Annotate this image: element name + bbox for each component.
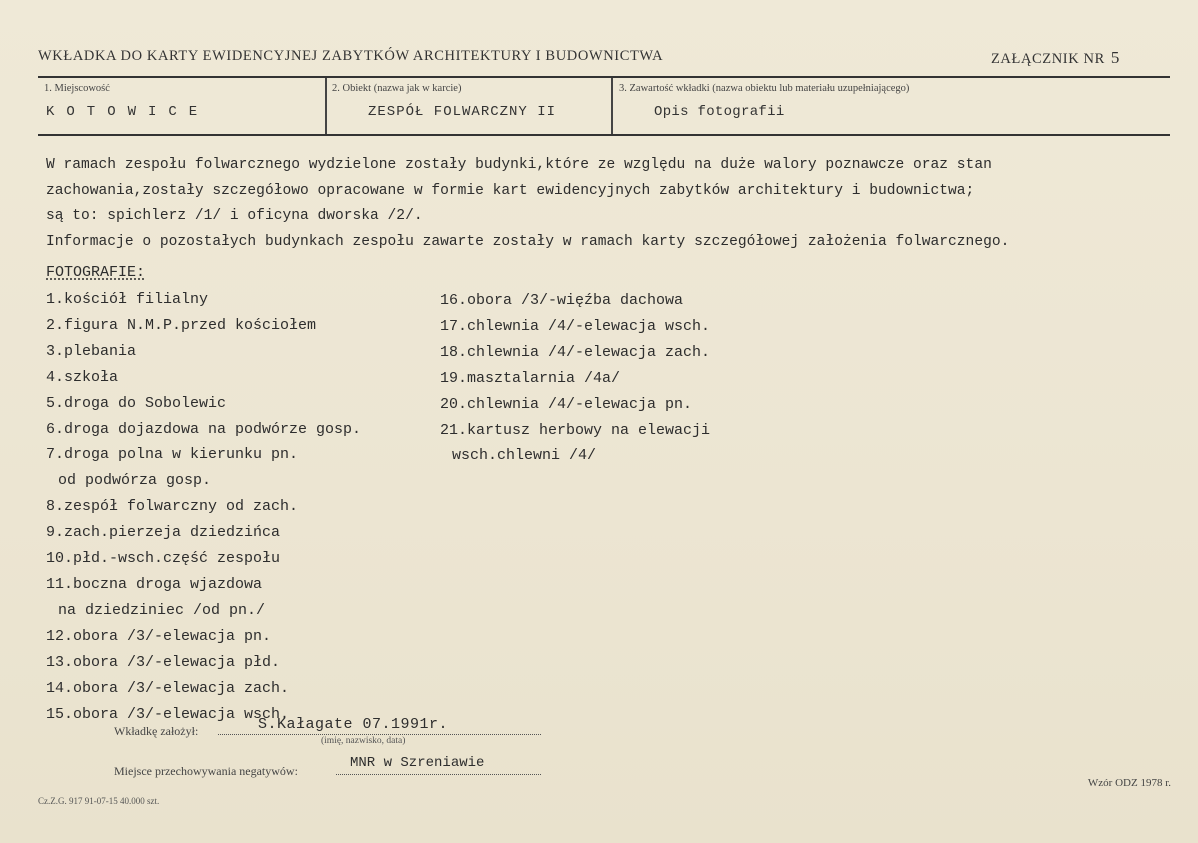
signature-caption: (imię, nazwisko, data) [321,736,406,746]
negatives-dotted-line [336,774,541,775]
header-top-rule [38,76,1170,78]
field-value-object: ZESPÓŁ FOLWARCZNY II [368,104,557,120]
annex-label [991,48,1120,68]
form-template-info: Wzór ODZ 1978 r. [1087,777,1171,789]
signature-dotted-line [218,734,541,735]
photo-item: 3.plebania [46,342,137,360]
description-line: zachowania,zostały szczegółowo opracowane w formie kart ewidencyjnych zabytków architektury i budownictwa; [46,182,975,199]
field-value-locality: KOTOWICE [46,104,210,120]
photo-item: 15.obora /3/-elewacja wsch. [46,705,290,723]
photo-item: 18.chlewnia /4/-elewacja zach. [440,343,711,361]
photo-item: 9.zach.pierzeja dziedzińca [46,524,281,542]
photo-item: 5.droga do Sobolewic [46,394,227,412]
photo-item: 17.chlewnia /4/-elewacja wsch. [440,317,711,335]
photo-item: 13.obora /3/-elewacja płd. [46,653,281,671]
photos-heading: FOTOGRAFIE: [46,264,146,281]
print-info: Cz.Z.G. 917 91-07-15 40.000 szt. [38,796,160,806]
form-title: WKŁADKA DO KARTY EWIDENCYJNEJ ZABYTKÓW ARCHITEKTURY I BUDOWNICTWA [38,48,664,64]
photo-item: 16.obora /3/-więźba dachowa [440,292,684,309]
photo-item: 8.zespół folwarczny od zach. [46,498,299,516]
photo-item: 4.szkoła [46,368,119,386]
photo-item: 19.masztalarnia /4a/ [440,369,621,387]
photo-list-left [46,287,361,727]
annex-number: 5 [1110,48,1120,67]
description-line: Informacje o pozostałych budynkach zespołu zawarte zostały w ramach karty szczegółowej założenia folwarcznego. [46,233,1010,250]
photo-item: 11.boczna droga wjazdowa [46,575,263,593]
photo-item: 21.kartusz herbowy na elewacji [440,421,711,439]
header-bottom-rule [38,134,1170,136]
photo-item: 2.figura N.M.P.przed kościołem [46,316,317,334]
field-label-object: 2. Obiekt (nazwa jak w karcie) [332,83,462,94]
field-value-contents: Opis fotografii [654,104,785,120]
photo-item: 14.obora /3/-elewacja zach. [46,679,290,697]
description-line: W ramach zespołu folwarcznego wydzielone zostały budynki,które ze względu na duże walory poznawcze oraz stan [46,157,992,173]
signature-label: Wkładkę założył: [114,724,199,738]
photo-item: 6.droga dojazdowa na podwórze gosp. [46,420,362,438]
negatives-value: MNR w Szreniawie [350,755,485,771]
annex-label-text: ZAŁĄCZNIK NR [990,51,1105,67]
photo-item-continuation: na dziedziniec /od pn./ [58,601,266,619]
photo-item-continuation: od podwórza gosp. [58,472,212,490]
photo-item: 1.kościół filialny [46,291,209,308]
photo-list-right [440,288,710,469]
description-line: są to: spichlerz /1/ i oficyna dworska /2/. [46,208,423,224]
photo-item: 7.droga polna w kierunku pn. [46,446,299,464]
photo-item: 12.obora /3/-elewacja pn. [46,627,272,645]
photo-item: 10.płd.-wsch.część zespołu [46,550,281,568]
photo-item-continuation: wsch.chlewni /4/ [452,447,597,465]
photo-item: 20.chlewnia /4/-elewacja pn. [440,395,693,413]
field-divider-1 [325,78,327,134]
description-text [46,153,1176,255]
field-divider-2 [611,78,613,134]
signature-value: S.Kałagate 07.1991r. [258,716,449,733]
negatives-label: Miejsce przechowywania negatywów: [114,764,298,778]
field-label-contents: 3. Zawartość wkładki (nazwa obiektu lub materiału uzupełniającego) [619,83,910,94]
field-label-locality: 1. Miejscowość [44,83,110,94]
